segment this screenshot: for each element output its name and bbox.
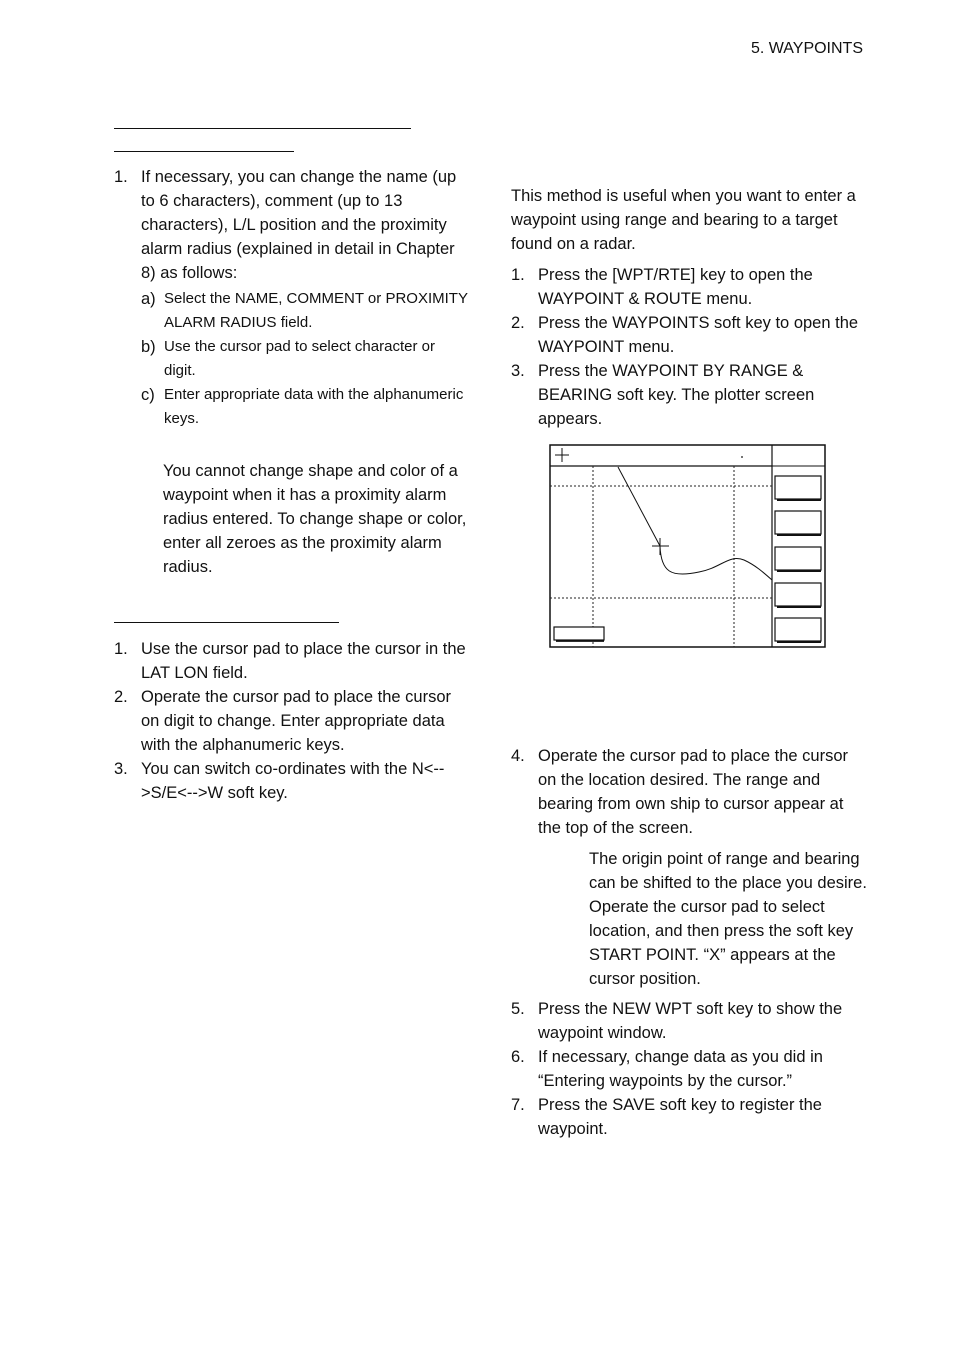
left-steps-list <box>114 165 469 431</box>
right-step-5 <box>511 997 871 1045</box>
step-number: 1. <box>114 640 128 658</box>
right-intro: This method is useful when you want to enter a waypoint using range and bearing to a target found on a radar. <box>511 186 856 253</box>
right-step-4 <box>511 744 866 840</box>
right-step-3 <box>511 359 866 431</box>
step-number: 2. <box>511 314 525 332</box>
step-text: If necessary, you can change the name (up to 6 characters), comment (up to 13 characters), L/L position and the proximity alarm radius (explained in detail in Chapter 8) as follows: <box>141 168 457 282</box>
screen-frame <box>550 445 825 647</box>
substep-text: Enter appropriate data with the alphanumeric keys. <box>164 386 464 427</box>
right-steps-list <box>511 263 866 431</box>
step-text: You can switch co-ordinates with the N<-->S/E<-->W soft key. <box>141 760 445 802</box>
substep-text: Use the cursor pad to select character or digit. <box>164 338 435 379</box>
soft-key <box>775 618 821 641</box>
step-number: 1. <box>511 266 525 284</box>
soft-key <box>775 583 821 606</box>
step-text: Operate the cursor pad to place the cursor on digit to change. Enter appropriate data with the alphanumeric keys. <box>141 688 452 754</box>
substep-letter: b) <box>141 338 156 356</box>
substep-a <box>141 287 469 335</box>
step-number: 2. <box>114 688 128 706</box>
substep-text: Select the NAME, COMMENT or PROXIMITY ALARM RADIUS field. <box>164 290 468 331</box>
step-number: 7. <box>511 1096 525 1114</box>
substep-letter: c) <box>141 386 155 404</box>
step-number: 4. <box>511 747 525 765</box>
left-step-1 <box>114 165 469 431</box>
left-note: You cannot change shape and color of a waypoint when it has a proximity alarm radius entered. To change shape or color, enter all zeroes as the proximity alarm radius. <box>163 462 467 576</box>
right-step-1 <box>511 263 866 311</box>
step-number: 1. <box>114 168 128 186</box>
screen-label-box <box>554 627 604 640</box>
heading-rule-latlon <box>114 622 339 623</box>
right-step-7 <box>511 1093 871 1141</box>
substep-letter: a) <box>141 290 156 308</box>
step-text: Press the SAVE soft key to register the waypoint. <box>538 1096 822 1138</box>
right-note: The origin point of range and bearing can be shifted to the place you desire. Operate the cursor pad to select location, and then press the soft key START POINT. “X” appears at the cursor position. <box>589 850 867 988</box>
heading-rule-sub <box>114 151 294 152</box>
right-step-2 <box>511 311 866 359</box>
right-steps-block-3 <box>511 997 871 1141</box>
step-number: 6. <box>511 1048 525 1066</box>
status-dot <box>741 456 743 458</box>
step-text: If necessary, change data as you did in “Entering waypoints by the cursor.” <box>538 1048 823 1090</box>
right-steps-block-2 <box>511 744 866 840</box>
latlon-steps-list <box>114 637 469 805</box>
step-text: Press the [WPT/RTE] key to open the WAYPOINT & ROUTE menu. <box>538 266 813 308</box>
soft-key <box>775 476 821 499</box>
step-number: 3. <box>114 760 128 778</box>
step-text: Use the cursor pad to place the cursor in the LAT LON field. <box>141 640 466 682</box>
latlon-step-1 <box>114 637 469 685</box>
plotter-screen-illustration <box>549 444 826 648</box>
step-text: Press the NEW WPT soft key to show the waypoint window. <box>538 1000 843 1042</box>
soft-key <box>775 547 821 570</box>
substeps-list <box>141 287 469 431</box>
substep-c <box>141 383 469 431</box>
step-number: 5. <box>511 1000 525 1018</box>
step-text: Operate the cursor pad to place the cursor on the location desired. The range and bearing from own ship to cursor appear at the top of the screen. <box>538 747 849 837</box>
latlon-step-3 <box>114 757 469 805</box>
right-steps-list-b <box>511 744 866 840</box>
soft-key <box>775 511 821 534</box>
left-block-name-comment <box>114 165 469 431</box>
right-step-6 <box>511 1045 871 1093</box>
right-steps-block-1 <box>511 263 866 431</box>
right-steps-list-c <box>511 997 871 1141</box>
left-block-latlon <box>114 637 469 805</box>
substep-b <box>141 335 469 383</box>
step-text: Press the WAYPOINT BY RANGE & BEARING soft key. The plotter screen appears. <box>538 362 815 428</box>
step-text: Press the WAYPOINTS soft key to open the WAYPOINT menu. <box>538 314 859 356</box>
heading-rule-top <box>114 128 411 129</box>
page-header-section: 5. WAYPOINTS <box>750 40 863 57</box>
latlon-step-2 <box>114 685 469 757</box>
step-number: 3. <box>511 362 525 380</box>
